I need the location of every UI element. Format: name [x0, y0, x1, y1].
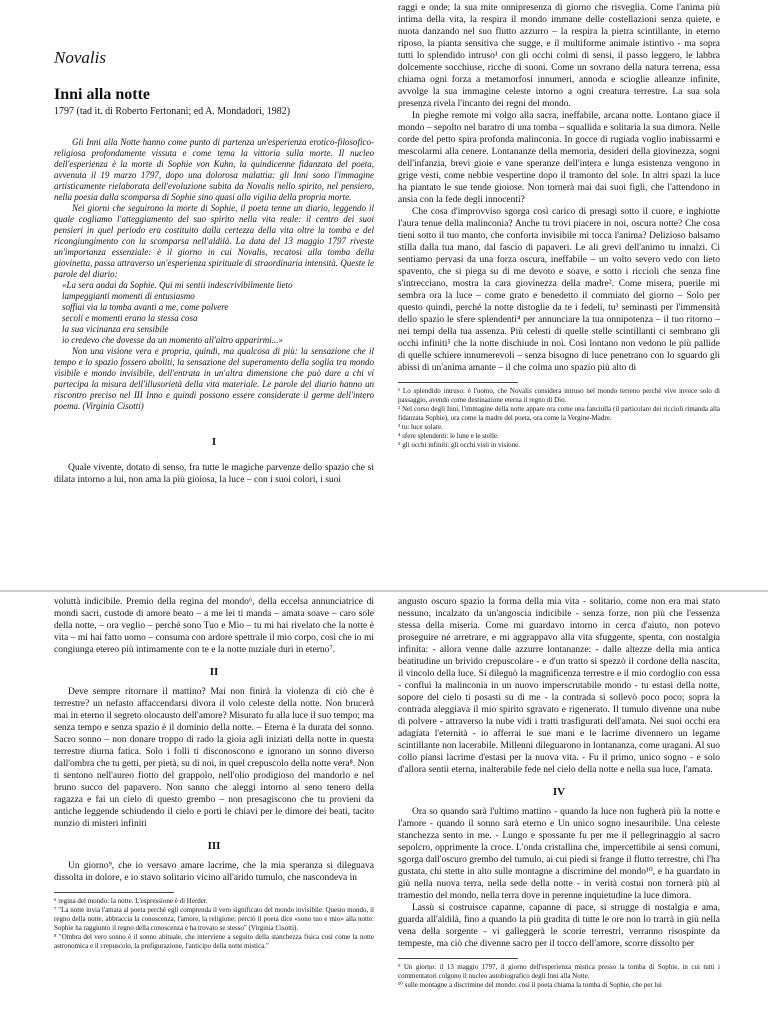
footnote-divider [398, 382, 518, 383]
body-paragraph: In pieghe remote mi volgo alla sacra, ineffabile, arcana notte. Lontano giace il mondo – sepolto nel baratro di una tomba – squallida e solitaria la sua dimora. Nelle corde del petto spira profonda malinconia. In gocce di rugiada voglio inabissarmi e mescolarmi alla cenere. Lontananze della memoria, desideri della giovinezza, sogni dell'infanzia, brevi gioie e vane speranze dell'intera e lunga esistenza vengono in grige vesti, come nebbie vespertine dopo il tramonto del sole. In altri spazi la luce ha piantato le sue tende gioiose. Non tornerà mai dai suoi figli, che l'attendono in ansia con la fede degli innocenti? [398, 111, 720, 205]
footnote-divider [398, 958, 518, 959]
section-4-text: Ora so quando sarà l'ultimo mattino - quando la luce non fugherà più la notte e l'amore - quando il sonno sarà eterno e Un unico sogno inesauribile. Una celeste stanchezza sento in me. - Lungo e spossante fu per me il pellegrinaggio al sacro sepolcro, opprimente la croce. L'onda cristallina che, impercettibile ai sensi comuni, sgorga dall'oscuro grembo del tumulo, ai cui piedi si frange il flutto terrestre, chi l'ha gustata, chi stette in alto sulle montagne a discrimine del mondo¹⁰, e ha guardato in giù nella nuova terra, nella sede della notte - in verità costui non tornerà più al tramestio del mondo, nella terra dove in perenne inquietudine la luce dimora. [398, 807, 720, 901]
edition-info: 1797 (tad it. di Roberto Fertonani; ed A. Mondadori, 1982) [54, 106, 291, 117]
footnote: ⁴ sfere splendenti: le lune e le stelle. [398, 432, 499, 440]
footnote-divider [54, 892, 174, 893]
body-paragraph: voluttà indicibile. Premio della regina del mondo⁶, della eccelsa annunciatrice di mondi sacri, custode di amore beato – a me lei ti manda – amata soave – caro sole della notte, – ora veglio – perché sono Tuo e Mio – tu mi hai rivelato che la notte è vita – mi hai fatto uomo – consuma con ardore spettrale il mio corpo, così che io mi congiunga etereo più intimamente con te e la notte nuziale duri in eterno⁷. [54, 597, 374, 655]
section-heading-1: I [211, 436, 217, 448]
footnote: ⁸ "Ombra del vero sonno è il sonno abituale, che interviene a seguito della stanchezza fisica così come la notte astronomica e il crepuscolo, la prefigurazione, l'anticipo della notte mistica." [54, 933, 374, 950]
right-column [398, 596, 720, 1024]
quote-line: io credevo che dovesse da un momento all'altro apparirmi...» [62, 335, 283, 345]
intro-paragraph: Nei giorni che seguirono la morte di Sophie, il poeta tenne un diario, leggendo il quale cogliamo l'atteggiamento del suo spirito nella vita reale: il centro dei suoi pensieri in quel periodo era costituito dalla certezza della vita oltre la tomba e del ricongiungimento con la scomparsa nell'aldilà. La data del 13 maggio 1797 riveste un'importanza essenziale: è il giorno in cui Novalis, recatosi alla tomba della giovinetta, passa attraverso un'esperienza spirituale di straordinaria intensità. Queste le parole del diario: [54, 203, 374, 279]
quote-line: lampeggianti momenti di entusiasmo [62, 291, 195, 301]
page-2 [0, 590, 768, 1026]
quote-line: la sua vicinanza era sensibile [62, 324, 169, 334]
section-4-text: Lassù si costruisce capanne, capanne di pace, si strugge di nostalgia e ama, guarda all'aldilà, fino a quando la più gradita di tutte le ore non lo trarrà in giù nella vena della sorgente - vi galleggerà le scorie terrestri, verranno risospinte da tempeste, ma ciò che divenne sacro per il tocco dell'amore, scorre dissolto per [398, 903, 720, 949]
body-paragraph: Che cosa d'improvviso sgorga così carico di presagi sotto il cuore, e inghiotte l'aura tenue della malinconia? Anche tu trovi piacere in noi, oscura notte? Che cosa tieni sotto il tuo manto, che conforta invisibile mi tocca l'anima? Delizioso balsamo stilla dalla tua mano, dal fascio di papaveri. Le ali grevi dell'animo tu innalzi. Ci sentiamo pervasi da una forza oscura, ineffabile – un volto severo vedo con lieto spavento, che si piega su di me devoto e soave, e sotto i riccioli che senza fine s'intrecciano, mostra la cara giovinezza della madre². Come misera, puerile mi sembra ora la luce – come grato e benedetto il commiato del giorno – Solo per questo quindi, perché la notte distoglie da te i fedeli, tu³ seminasti per l'immensità dello spazio le sfere splendenti⁴ per annunciare la tua onnipotenza – il tuo ritorno – nei tempi della tua assenza. Più celesti di quelle stelle scintillanti ci sembrano gli occhi infiniti⁵ che la notte dischiude in noi. Così lontano non vedono le più pallide di quelle schiere innumerevoli – senza bisogno di luce penetrano con lo sguardo gli abissi di un'anima amante – il che colma uno spazio più alto di [398, 207, 720, 373]
footnote: ² Nel corso degli Inni, l'immagine della notte appare ora come una fanciulla (il particolare dei riccioli rimanda alla fidanzata Sophie), ora come la madre del poeta, ora come la Vergine-Madre. [398, 405, 720, 422]
intro-paragraph: Non una visione vera e propria, quindi, ma qualcosa di più: la sensazione che il tempo e lo spazio fossero aboliti, la sensazione del superamento della soglia tra mondo visibile e mondo invisibile, dell'entrata in un'altra dimensione che può dare a chi vi partecipa la misura dell'illusorietà della vita materiale. Le parole del diario hanno un riscontro preciso nel III Inno e quindi possono essere considerate il germe dell'intero poema. (Virginia Cisotti) [54, 346, 374, 411]
section-heading-3: III [207, 840, 221, 852]
body-paragraph: angusto oscuro spazio la forma della mia vita - solitario, come non era mai stato nessuno, incalzato da un'angoscia indicibile - senza forze, non più che l'essenza stessa della miseria. Come mi guardavo intorno in cerca d'aiuto, non potevo proseguire né arretrare, e mi aggrappavo alla vita sfuggente, spenta, con nostalgia infinita: - allora venne dalle azzurre lontananze: - dalle altezze della mia antica beatitudine un brivido crepuscolare - e d'un tratto si spezzò il cordone della nascita, il vincolo della luce. Si dileguò la magnificenza terrestre e il mio cordoglio con essa - confluì la malinconia in un nuovo imperscrutabile mondo - tu estasi della notte, sopore del cielo ti posasti su di me - la contrada si sollevò poco poco; sopra la contrada aleggiava il mio spirito sgravato e rigenerato. Il tumulo divenne una nube di polvere - attraverso la nube vidi i tratti trasfigurati dell'amata. Nei suoi occhi era adagiata l'eternità - io afferrai le sue mani e le lacrime divennero un legame scintillante non lacerabile. Millenni dileguarono in lontananza, come uragani. Al suo collo piansi lacrime d'estasi per la nuova vita. - Fu il primo, unico sogno - e solo d'allora sentii eterna, inalterabile fede nel cielo della notte e nella sua luce, l'amata. [398, 597, 720, 775]
left-column [54, 596, 374, 1024]
footnote: ⁶ regina del mondo: la notte. L'espressione è di Herder. [54, 897, 208, 905]
page-title: Inni alla notte [54, 86, 151, 103]
author-name: Novalis [54, 48, 106, 67]
right-column [398, 2, 720, 588]
section-1-text: Quale vivente, dotato di senso, fra tutte le magiche parvenze dello spazio che si dilata intorno a lui, non ama la più gioiosa, la luce – con i suoi colori, i suoi [54, 463, 374, 485]
section-heading-2: II [209, 666, 219, 678]
diary-quote [54, 280, 374, 346]
quote-line: soffiai via la tomba avanti a me, come polvere [62, 302, 229, 312]
footnote: ³ tu: luce solare. [398, 423, 443, 431]
footnote: ⁵ gli occhi infiniti: gli occhi visti in visione. [398, 441, 521, 449]
footnote: ⁹ Un giorno: il 13 maggio 1797, il giorno dell'esperienza mistica presso la tomba di Sophie, in cui tutti i commentatori colgono il nucleo autobiografico degli Inni alla Notte. [398, 963, 720, 980]
footnote: ¹⁰ sulle montagne a discrimine del mondo: così il poeta chiama la tomba di Sophie, che per lui [398, 981, 662, 989]
section-heading-4: IV [552, 786, 566, 798]
body-paragraph: raggi e onde; la sua mite onnipresenza di giorno che risveglia. Come l'anima più intima della vita, la respira il mondo immane delle costellazioni senza quiete, e nuota danzando nel suo flutto azzurro – la respira la pietra scintillante, in eterno riposo, la pianta sensitiva che sugge, e il multiforme animale istintivo - ma sopra tutti lo splendido intruso¹ con gli occhi colmi di sensi, il passo leggero, le labbra dolcemente socchiuse, ricche di suoni. Come un sovrano della natura terrena, essa chiama ogni forza a metamorfosi innumeri, annoda e scioglie alleanze infinite, avvolge la sua immagine celeste intorno a ogni creatura terrestre. La sua sola presenza rivela l'incanto dei regni del mondo. [398, 3, 720, 109]
section-3-text: Un giorno⁹, che io versavo amare lacrime, che la mia speranza si dileguava dissolta in dolore, e io stavo solitario vicino all'arido tumulo, che nascondeva in [54, 861, 374, 883]
quote-line: «La sera andai da Sophie. Qui mi sentii indescrivibilmente lieto [62, 280, 293, 290]
footnote: ⁷ "La notte invia l'amata al poeta perché egli comprenda il vero significato del mondo invisibile. Questo mondo, il regno della notte, abbraccia la conoscenza, l'amore, la religione; perciò il poeta dice «sono tuo e mio» alla notte: Sophie ha raggiunto il regno della conoscenza e ha trovato se stesso" (Virginia Cisotti). [54, 906, 374, 932]
section-2-text: Deve sempre ritornare il mattino? Mai non finirà la violenza di ciò che è terrestre? un nefasto affaccendarsi divora il volo celeste della notte. Non brucerà mai in eterno il segreto olocausto dell'amore? Misurato fu alla luce il suo tempo; ma senza tempo e senza spazio è il dominio della notte. – Eterna è la durata del sonno. Sacro sonno – non donare troppo di rado la gioia agli iniziati della notte in questa terrestre diurna fatica. Solo i folli ti disconoscono e ignorano un sonno diverso dall'ombra che tu getti, per pietà, su di noi, in quel crepuscolo della notte vera⁸. Non ti sentono nell'aureo fiotto del grappolo, nell'olio prodigioso del mandorlo e nel bruno succo del papavero. Non sanno che aleggi intorno al seno tenero della ragazza e fai un cielo di questo grembo – non presagiscono che tu provieni da antiche leggende schiudendo il cielo e porti le chiavi per le dimore dei beati, tacito nunzio di misteri infiniti [54, 687, 374, 829]
left-column [54, 48, 374, 588]
footnote: ¹ Lo splendido intruso: è l'uomo, che Novalis considera intruso nel mondo terreno perché vive invece solo di passaggio, avendo come destinazione eterna il regno di Dio. [398, 387, 720, 404]
intro-paragraph: Gli Inni alla Notte hanno come punto di partenza un'esperienza erotico-filosofico-religiosa profondamente vissuta e come tema la vittoria sulla morte. Il nucleo dell'esperienza è la morte di Sophie von Kuhn, la quindicenne fidanzata del poeta, avvenuta il 19 marzo 1797, dopo una dolorosa malattia: gli Inni sono l'immagine artisticamente rielaborata dell'evoluzione subita da Novalis nello spirito, nel pensiero, nella poesia dalla scomparsa di Sophie sino quasi alla vigilia della propria morte. [54, 137, 374, 202]
quote-line: secoli e momenti erano la stessa cosa [62, 313, 198, 323]
